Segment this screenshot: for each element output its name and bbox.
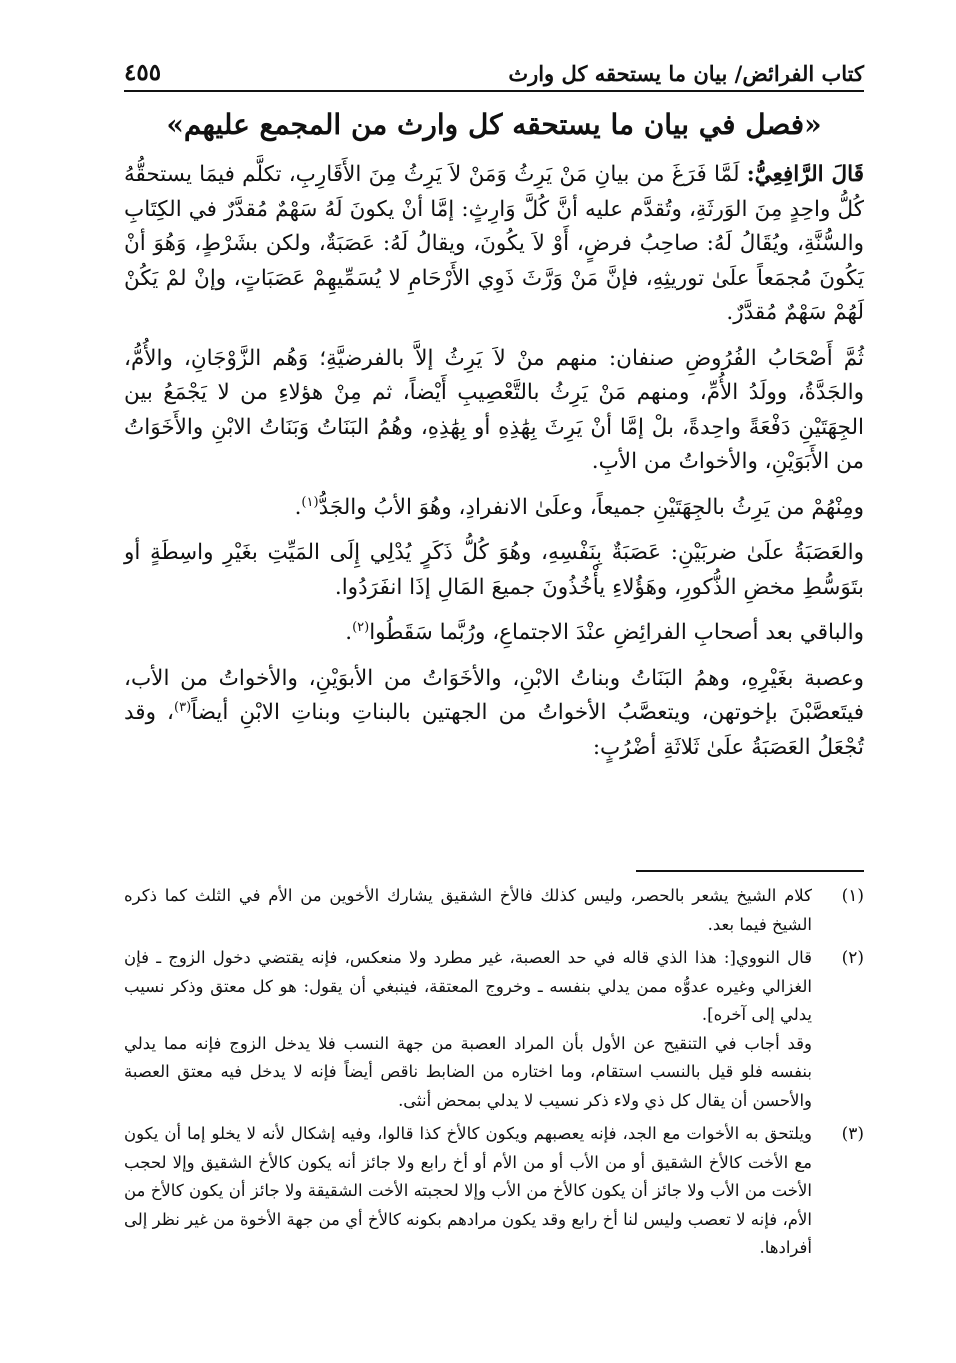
page-number: ٤٥٥: [124, 59, 162, 86]
footnote: [124, 1120, 864, 1263]
paragraph-5: [124, 616, 864, 651]
footnotes-divider: [636, 870, 864, 872]
main-text: [124, 158, 864, 776]
footnote: [124, 882, 864, 939]
paragraph-6: [124, 662, 864, 766]
footnote-number: (٢): [841, 948, 864, 968]
footnote-text: ويلتحق به الأخوات مع الجد، فإنه يعصبهم ويكون كالأخ كذا قالوا، وفيه إشكال لأنه لا يخلو إما أن يكون مع الأخت كالأخ الشقيق أو من الأب أو من الأم أو أخ رابع ولا جائز أنه يكون كالأخ الشقيق وإلا لحجب الأخت من الأب ولا جائز أن يكون كالأخ من الأب وإلا لحجبته الأخت الشقيقة ولا جائز أن يكون كالأخ من الأم، فإنه لا تعصب وليس لنا أخ رابع وقد يكون مرادهم بكونه كالأخ أي من جهة الأخوة من غير نظر إلى أفرادها.: [124, 1124, 812, 1257]
paragraph-1: [124, 158, 864, 331]
footnote-body: [124, 882, 812, 939]
footnote: [124, 944, 864, 1115]
footnote-text: كلام الشيخ يشعر بالحصر، وليس كذلك فالأخ الشقيق يشارك الأخوين من الأم في الثلث كما ذكره الشيخ فيما بعد.: [124, 886, 812, 934]
footnote-text: وقد أجاب في التنقيح عن الأول بأن المراد العصبة من جهة النسب فلا يدخل الزوج فإنه مما يدلي بنفسه فلو قيل بالنسب استقام، وما اختاره من الضابط ناقص أيضاً فإنه لا يدخل فيه معتق العصبة والأحسن أن يقال كل ذي ولاء ذكر نسيب لا يدلي بمحض أنثى.: [124, 1033, 812, 1110]
speaker-label: قَالَ الرَّافِعِيُّ:: [746, 162, 864, 187]
footnote-body: [124, 944, 812, 1115]
footnote-ref-3[interactable]: (٣): [174, 699, 192, 715]
header-title: كتاب الفرائض/ بيان ما يستحقه كل وارث: [508, 61, 864, 86]
paragraph-2: ثُمَّ أَصْحَابُ الفُرُوضِ صنفان: منهم منْ لاَ يَرِثُ إلاَّ بالفرضيَّةِ؛ وَهُم الزَّوْجَانِ، والأُمُّ، والجَدَّةُ، وولَدُ الأُمِّ، ومنهم مَنْ يَرِثُ بالتَّعْصِيبِ أَيْضاً، ثم مِنْ هؤلاءِ من لا يَجْمَعُ بين الجِهَتَيْنِ دَفْعَةً واحِدةً، بلْ إمَّا أنْ يَرِثَ بِهَٰذِهِ أو بِهَٰذِهِ، وهُمُ البَنَاتُ وَبَنَاتُ الابْنِ والأَخَوَاتُ من الأَبَوَيْنِ، والأخواتُ من الأبِ.: [124, 345, 864, 474]
paragraph-3-text: ومِنْهُمْ من يَرِثُ بالجِهَتَيْنِ جميعاً، وعلَىٰ الانفرادِ، وهُوَ الأبُ والجَدُّ: [318, 494, 864, 520]
paragraph-6-end: ، وقد تُجْعَلُ العَصَبَةُ علَىٰ ثَلاثَةِ أضْرُبٍ:: [124, 700, 864, 760]
footnote-body: [124, 1120, 812, 1263]
paragraph-3-end: .: [294, 494, 302, 520]
paragraph-3: [124, 491, 864, 526]
footnote-number: (١): [841, 886, 864, 906]
footnote-text: قال النووي[: هذا الذي قاله في حد العصبة، غير مطرد ولا منعكس، فإنه يقتضي دخول الزوج ـ فإن الغزالي وغيره عدوُّه ممن يدلي بنفسه ـ وخروج المعتقة، فينبغي أن يقول: هو كل معتق وذكر نسيب يدلي إلى آخره].: [124, 948, 812, 1024]
footnotes: [124, 882, 864, 1268]
paragraph-5-end: .: [345, 620, 353, 645]
footnote-number: (٣): [841, 1124, 864, 1144]
section-heading: «فصل في بيان ما يستحقه كل وارث من المجمع عليهم»: [166, 108, 822, 141]
paragraph-6-text: وعصبة بغَيْرِهِ، وهمُ البَنَاتُ وبناتُ الابْنِ، والأخَوَاتُ من الأبوَيْنِ، والأخواتُ من الأب، فيتَعصَّبْنَ بإخوتهن، ويتعصَّبُ الأخواتُ من الجهتين بالبناتِ وبناتِ الابْنِ أيضاً: [124, 665, 864, 725]
paragraph-1-text: لَمَّا فَرَغَ من بيانِ مَنْ يَرِثُ وَمَنْ لاَ يَرِثُ مِنَ الأَقَارِبِ، تكلَّم فيمَا يستحقُّهُ كُلُّ واحِدٍ مِنَ الوَرثَةِ، وتُقدَّم عليه أنَّ كُلَّ وَارِثٍ: إمَّا أنْ يكونَ لَهُ سَهْمٌ مُقدَّرٌ في الكِتَابِ والسُّنَّةِ، ويُقَالُ لَهُ: صاحِبُ فرضٍ، أَوْ لاَ يكُونَ، ويقالُ لَهُ: عَصَبَةٌ، ولكن بشَرْطٍ، وَهُوَ أنْ يَكُونَ مُجمَعاً علَىٰ توريثِهِ، فإنَّ مَنْ وَرَّثَ ذَوِي الأَرْحَامِ لا يُسَمِّيهِمْ عَصَبَاتٍ، وإنْ لمْ يَكُنْ لَهُمْ سَهْمٌ مُقدَّرٌ.: [124, 162, 864, 325]
footnote-ref-1[interactable]: (١): [301, 494, 319, 510]
paragraph-4: والعَصَبَةُ علَىٰ ضربَيْنِ: عَصَبَةٌ بِنَفْسِهِ، وهُوَ كُلُّ ذَكَرٍ يُدْلِي إِلَى المَيِّتِ بغَيْرِ واسِطَةٍ أو بتَوَسُّطِ مخضِ الذُّكورِ، وهَؤُلاءِ يأْخُذُونَ جميعَ المَالِ إذَا انفَرَدُوا.: [124, 540, 864, 600]
footnote-ref-2[interactable]: (٢): [352, 619, 370, 635]
paragraph-5-text: والباقي بعد أصحابِ الفرائِضِ عنْدَ الاجتماعِ، ورُبَّما سَقَطُوا: [369, 620, 864, 645]
running-header: [124, 52, 864, 92]
